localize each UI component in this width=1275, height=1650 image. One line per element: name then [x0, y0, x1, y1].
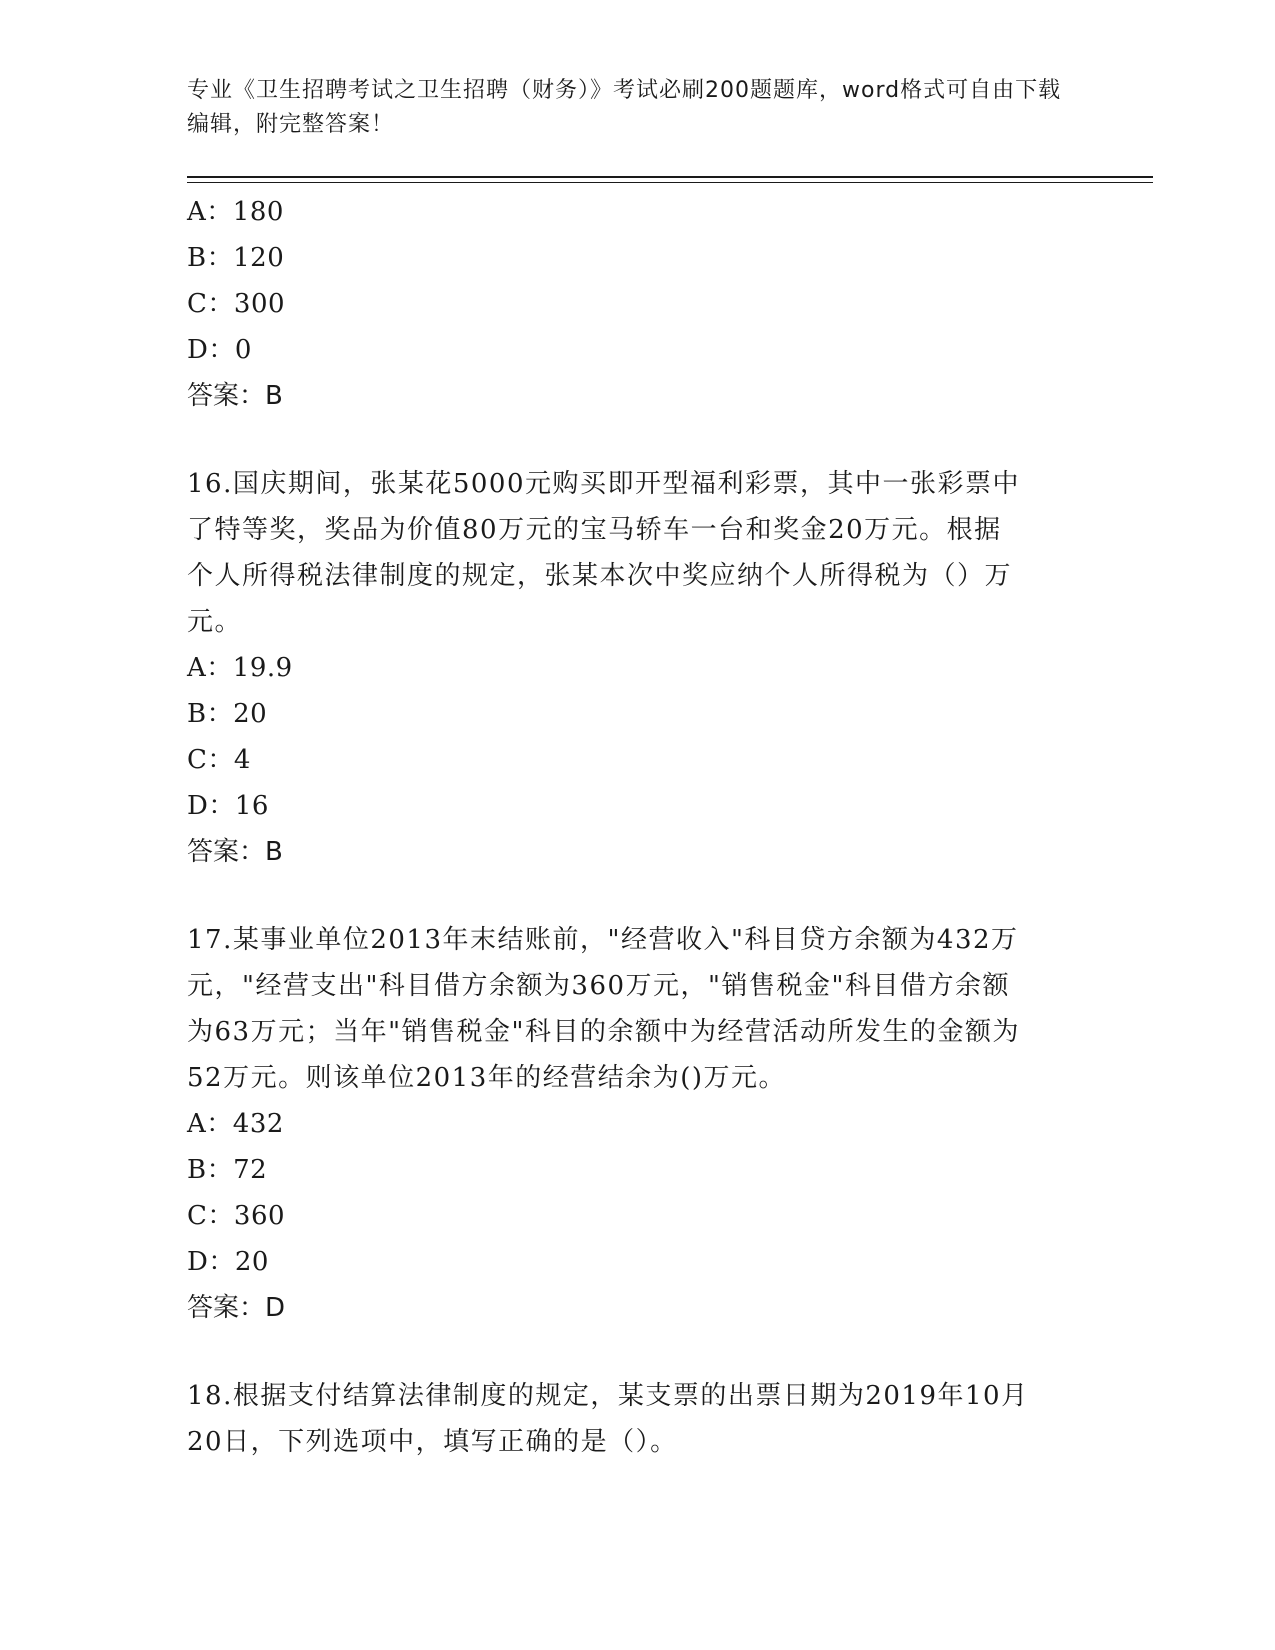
option-a: [187, 645, 1087, 691]
option-text: 120: [233, 243, 285, 273]
answer-line: 答案：B: [187, 837, 283, 867]
option-b: [187, 691, 1087, 737]
option-text: 20: [234, 1247, 269, 1277]
question-17: [187, 917, 1087, 1331]
question-stem-line: 元，"经营支出"科目借方余额为360万元，"销售税金"科目借方余额: [187, 971, 1010, 1001]
question-stem: [187, 917, 1077, 1101]
question-stem-line: 52万元。则该单位2013年的经营结余为()万元。: [187, 1063, 787, 1093]
option-a: [187, 189, 1087, 235]
header-rule-thin: [187, 182, 1153, 183]
answer-line: 答案：B: [187, 381, 283, 411]
document-body: [187, 189, 1087, 1465]
option-label: D：: [187, 791, 235, 821]
option-d: [187, 327, 1087, 373]
option-c: [187, 281, 1087, 327]
option-label: D：: [187, 335, 235, 365]
option-d: [187, 783, 1087, 829]
question-stem: [187, 1373, 1077, 1465]
question-stem-line: 18.根据支付结算法律制度的规定，某支票的出票日期为2019年10月: [187, 1381, 1029, 1411]
option-c: [187, 737, 1087, 783]
question-16: [187, 461, 1087, 875]
option-label: D：: [187, 1247, 235, 1277]
document-header-title: 专业《卫生招聘考试之卫生招聘（财务）》考试必刷200题题库，word格式可自由下载编辑，附完整答案！: [187, 78, 1062, 137]
question-stem-line: 个人所得税法律制度的规定，张某本次中奖应纳个人所得税为（）万: [187, 561, 1013, 591]
question-stem-line: 16.国庆期间，张某花5000元购买即开型福利彩票，其中一张彩票中: [187, 469, 1021, 499]
spacer: [187, 875, 1087, 917]
question-18: [187, 1373, 1087, 1465]
header-rule-thick: [187, 176, 1153, 178]
option-label: B：: [187, 699, 234, 729]
spacer: [187, 419, 1087, 461]
option-text: 0: [234, 335, 252, 365]
question-stem-line: 了特等奖，奖品为价值80万元的宝马轿车一台和奖金20万元。根据: [187, 515, 1002, 545]
option-text: 180: [232, 197, 284, 227]
option-text: 4: [233, 745, 251, 775]
option-text: 300: [233, 289, 286, 319]
option-c: [187, 1193, 1087, 1239]
question-stem-line: 为63万元；当年"销售税金"科目的余额中为经营活动所发生的金额为: [187, 1017, 1021, 1047]
option-text: 19.9: [232, 653, 293, 683]
spacer: [187, 1331, 1087, 1373]
question-stem-line: 17.某事业单位2013年末结账前，"经营收入"科目贷方余额为432万: [187, 925, 1019, 955]
option-label: B：: [187, 1155, 234, 1185]
option-d: [187, 1239, 1087, 1285]
option-text: 72: [233, 1155, 268, 1185]
option-label: A：: [187, 653, 233, 683]
option-label: C：: [187, 1201, 234, 1231]
option-a: [187, 1101, 1087, 1147]
option-label: A：: [187, 1109, 233, 1139]
question-stem: [187, 461, 1077, 645]
option-label: A：: [187, 197, 233, 227]
answer-line: 答案：D: [187, 1293, 286, 1323]
option-text: 20: [233, 699, 268, 729]
question-stem-line: 20日，下列选项中，填写正确的是（）。: [187, 1427, 678, 1457]
option-label: B：: [187, 243, 234, 273]
option-text: 360: [233, 1201, 286, 1231]
option-b: [187, 1147, 1087, 1193]
option-b: [187, 235, 1087, 281]
option-text: 16: [234, 791, 269, 821]
question-stem-line: 元。: [187, 607, 243, 637]
question-15-continued: [187, 189, 1087, 419]
option-text: 432: [232, 1109, 284, 1139]
option-label: C：: [187, 745, 234, 775]
option-label: C：: [187, 289, 234, 319]
